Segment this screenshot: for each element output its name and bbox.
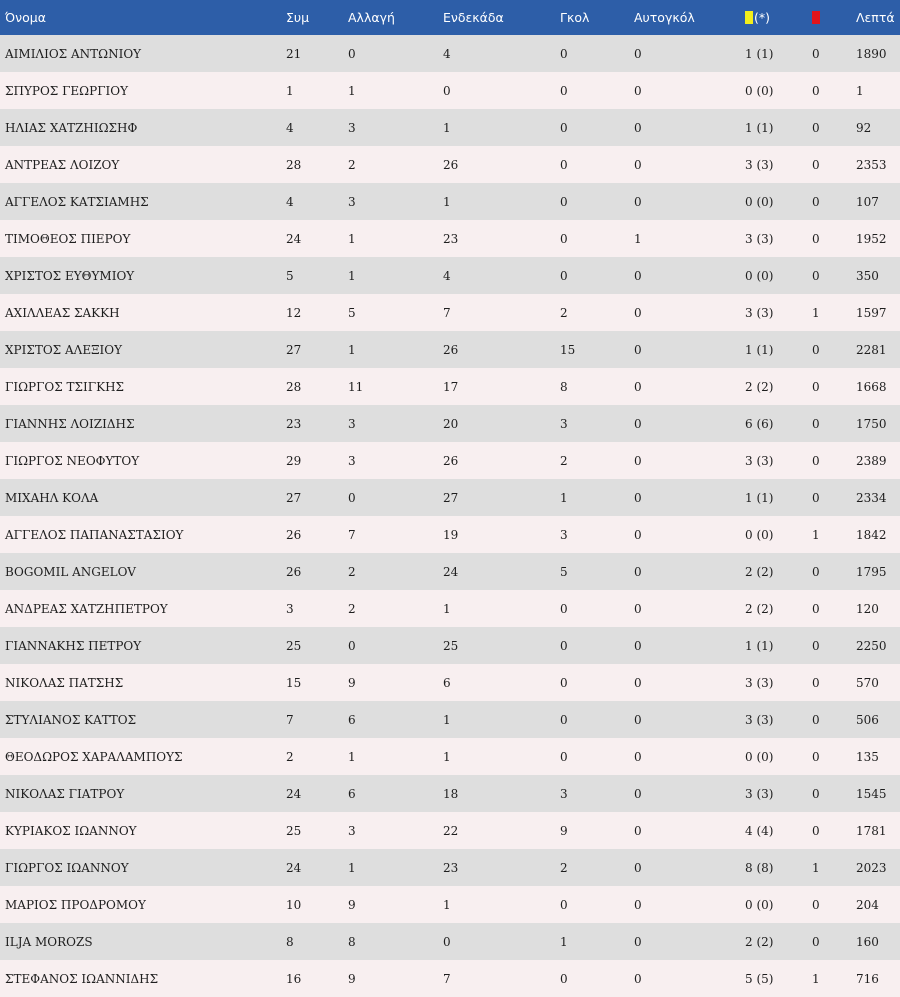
player-name-cell[interactable]: ΣΠΥΡΟΣ ΓΕΩΡΓΙΟΥ xyxy=(5,83,129,98)
minutes-cell: 1668 xyxy=(856,379,887,394)
own-goals-cell: 0 xyxy=(634,379,642,394)
table-row xyxy=(0,886,900,923)
minutes-cell: 120 xyxy=(856,601,879,616)
yellow-cards-cell: 0 (0) xyxy=(745,527,774,542)
red-cards-cell: 0 xyxy=(812,268,820,283)
minutes-cell: 2250 xyxy=(856,638,887,653)
player-name-cell[interactable]: ΧΡΙΣΤΟΣ ΕΥΘΥΜΙΟΥ xyxy=(5,268,135,283)
yellow-cards-cell: 2 (2) xyxy=(745,564,774,579)
red-cards-cell: 0 xyxy=(812,157,820,172)
lineup-cell: 22 xyxy=(443,823,459,838)
minutes-cell: 350 xyxy=(856,268,879,283)
table-row xyxy=(0,627,900,664)
red-card-icon xyxy=(812,11,820,24)
sub-cell: 3 xyxy=(348,453,356,468)
apps-cell: 10 xyxy=(286,897,302,912)
sub-cell: 3 xyxy=(348,416,356,431)
minutes-cell: 1890 xyxy=(856,46,887,61)
lineup-cell: 6 xyxy=(443,675,451,690)
own-goals-cell: 1 xyxy=(634,231,642,246)
table-row xyxy=(0,775,900,812)
minutes-cell: 2389 xyxy=(856,453,887,468)
table-row xyxy=(0,405,900,442)
table-row xyxy=(0,72,900,109)
own-goals-cell: 0 xyxy=(634,527,642,542)
player-name-cell[interactable]: ΑΧΙΛΛΕΑΣ ΣΑΚΚΗ xyxy=(5,305,120,320)
lineup-cell: 1 xyxy=(443,601,451,616)
table-row xyxy=(0,183,900,220)
red-cards-cell: 0 xyxy=(812,749,820,764)
own-goals-cell: 0 xyxy=(634,305,642,320)
apps-cell: 16 xyxy=(286,971,302,986)
apps-cell: 26 xyxy=(286,564,302,579)
sub-cell: 0 xyxy=(348,490,356,505)
player-name-cell[interactable]: ΝΙΚΟΛΑΣ ΠΑΤΣΗΣ xyxy=(5,675,124,690)
apps-cell: 4 xyxy=(286,120,294,135)
yellow-cards-cell: 3 (3) xyxy=(745,712,774,727)
apps-cell: 24 xyxy=(286,860,302,875)
table-row xyxy=(0,442,900,479)
apps-cell: 25 xyxy=(286,638,302,653)
table-row xyxy=(0,553,900,590)
minutes-cell: 2281 xyxy=(856,342,887,357)
red-cards-cell: 0 xyxy=(812,601,820,616)
apps-cell: 7 xyxy=(286,712,294,727)
sub-cell: 1 xyxy=(348,860,356,875)
sub-cell: 3 xyxy=(348,120,356,135)
player-name-cell[interactable]: ΚΥΡΙΑΚΟΣ ΙΩΑΝΝΟΥ xyxy=(5,823,137,838)
own-goals-cell: 0 xyxy=(634,675,642,690)
lineup-cell: 24 xyxy=(443,564,459,579)
player-name-cell[interactable]: ΓΙΑΝΝΗΣ ΛΟΙΖΙΔΗΣ xyxy=(5,416,135,431)
table-row xyxy=(0,738,900,775)
yellow-cards-cell: 0 (0) xyxy=(745,897,774,912)
lineup-cell: 0 xyxy=(443,83,451,98)
header-apps[interactable]: Συμ xyxy=(286,10,310,25)
table-row xyxy=(0,479,900,516)
sub-cell: 1 xyxy=(348,231,356,246)
minutes-cell: 92 xyxy=(856,120,872,135)
table-row xyxy=(0,294,900,331)
apps-cell: 5 xyxy=(286,268,294,283)
red-cards-cell: 0 xyxy=(812,712,820,727)
table-row xyxy=(0,923,900,960)
own-goals-cell: 0 xyxy=(634,46,642,61)
red-cards-cell: 0 xyxy=(812,342,820,357)
red-cards-cell: 0 xyxy=(812,675,820,690)
goals-cell: 15 xyxy=(560,342,576,357)
goals-cell: 0 xyxy=(560,749,568,764)
player-name-cell[interactable]: ΝΙΚΟΛΑΣ ΓΙΑΤΡΟΥ xyxy=(5,786,125,801)
yellow-cards-cell: 0 (0) xyxy=(745,749,774,764)
yellow-card-icon xyxy=(745,11,753,24)
table-row xyxy=(0,220,900,257)
red-cards-cell: 0 xyxy=(812,46,820,61)
header-lineup[interactable]: Ενδεκάδα xyxy=(443,10,504,25)
goals-cell: 0 xyxy=(560,120,568,135)
player-name-cell[interactable]: ΧΡΙΣΤΟΣ ΑΛΕΞΙΟΥ xyxy=(5,342,123,357)
goals-cell: 0 xyxy=(560,83,568,98)
header-sub[interactable]: Αλλαγή xyxy=(348,10,395,25)
yellow-cards-cell: 8 (8) xyxy=(745,860,774,875)
own-goals-cell: 0 xyxy=(634,971,642,986)
own-goals-cell: 0 xyxy=(634,83,642,98)
apps-cell: 15 xyxy=(286,675,302,690)
lineup-cell: 7 xyxy=(443,305,451,320)
lineup-cell: 0 xyxy=(443,934,451,949)
red-cards-cell: 0 xyxy=(812,379,820,394)
apps-cell: 21 xyxy=(286,46,302,61)
minutes-cell: 1781 xyxy=(856,823,887,838)
red-cards-cell: 0 xyxy=(812,416,820,431)
lineup-cell: 27 xyxy=(443,490,459,505)
apps-cell: 4 xyxy=(286,194,294,209)
lineup-cell: 1 xyxy=(443,897,451,912)
player-name-cell[interactable]: ΓΙΩΡΓΟΣ ΙΩΑΝΝΟΥ xyxy=(5,860,129,875)
table-row xyxy=(0,701,900,738)
own-goals-cell: 0 xyxy=(634,157,642,172)
sub-cell: 1 xyxy=(348,749,356,764)
table-row xyxy=(0,590,900,627)
apps-cell: 27 xyxy=(286,490,302,505)
lineup-cell: 25 xyxy=(443,638,459,653)
lineup-cell: 26 xyxy=(443,453,459,468)
table-row xyxy=(0,331,900,368)
own-goals-cell: 0 xyxy=(634,823,642,838)
sub-cell: 0 xyxy=(348,638,356,653)
player-name-cell[interactable]: ΑΙΜΙΛΙΟΣ ΑΝΤΩΝΙΟΥ xyxy=(5,46,142,61)
apps-cell: 25 xyxy=(286,823,302,838)
yellow-cards-cell: 3 (3) xyxy=(745,157,774,172)
own-goals-cell: 0 xyxy=(634,268,642,283)
minutes-cell: 2334 xyxy=(856,490,887,505)
sub-cell: 1 xyxy=(348,342,356,357)
yellow-cards-cell: 3 (3) xyxy=(745,453,774,468)
header-red-cards[interactable] xyxy=(807,0,851,35)
yellow-cards-cell: 1 (1) xyxy=(745,342,774,357)
table-header xyxy=(0,0,900,35)
goals-cell: 0 xyxy=(560,268,568,283)
red-cards-cell: 1 xyxy=(812,971,820,986)
yellow-cards-cell: 4 (4) xyxy=(745,823,774,838)
red-cards-cell: 0 xyxy=(812,823,820,838)
own-goals-cell: 0 xyxy=(634,749,642,764)
minutes-cell: 135 xyxy=(856,749,879,764)
player-name-cell[interactable]: ΑΓΓΕΛΟΣ ΚΑΤΣΙΑΜΗΣ xyxy=(5,194,149,209)
header-row xyxy=(0,0,900,35)
yellow-cards-cell: 2 (2) xyxy=(745,379,774,394)
apps-cell: 23 xyxy=(286,416,302,431)
minutes-cell: 1545 xyxy=(856,786,887,801)
minutes-cell: 570 xyxy=(856,675,879,690)
red-cards-cell: 1 xyxy=(812,860,820,875)
player-name-cell[interactable]: ΣΤΕΦΑΝΟΣ ΙΩΑΝΝΙΔΗΣ xyxy=(5,971,159,986)
lineup-cell: 4 xyxy=(443,268,451,283)
minutes-cell: 1795 xyxy=(856,564,887,579)
goals-cell: 0 xyxy=(560,638,568,653)
minutes-cell: 1750 xyxy=(856,416,887,431)
red-cards-cell: 0 xyxy=(812,897,820,912)
minutes-cell: 2023 xyxy=(856,860,887,875)
minutes-cell: 160 xyxy=(856,934,879,949)
goals-cell: 1 xyxy=(560,490,568,505)
table-row xyxy=(0,257,900,294)
table-row xyxy=(0,960,900,997)
player-name-cell[interactable]: ΘΕΟΔΩΡΟΣ ΧΑΡΑΛΑΜΠΟΥΣ xyxy=(5,749,183,764)
player-name-cell[interactable]: ΜΙΧΑΗΛ ΚΟΛΑ xyxy=(5,490,99,505)
red-cards-cell: 0 xyxy=(812,453,820,468)
own-goals-cell: 0 xyxy=(634,934,642,949)
header-yellow-cards[interactable] xyxy=(740,0,807,35)
goals-cell: 0 xyxy=(560,897,568,912)
sub-cell: 3 xyxy=(348,823,356,838)
lineup-cell: 17 xyxy=(443,379,459,394)
red-cards-cell: 0 xyxy=(812,120,820,135)
red-cards-cell: 0 xyxy=(812,231,820,246)
apps-cell: 28 xyxy=(286,379,302,394)
yellow-cards-cell: 3 (3) xyxy=(745,675,774,690)
minutes-cell: 1597 xyxy=(856,305,887,320)
goals-cell: 3 xyxy=(560,527,568,542)
yellow-cards-cell: 2 (2) xyxy=(745,934,774,949)
red-cards-cell: 0 xyxy=(812,934,820,949)
yellow-cards-cell: 3 (3) xyxy=(745,305,774,320)
table-row xyxy=(0,812,900,849)
sub-cell: 9 xyxy=(348,971,356,986)
minutes-cell: 1842 xyxy=(856,527,887,542)
red-cards-cell: 1 xyxy=(812,305,820,320)
minutes-cell: 506 xyxy=(856,712,879,727)
minutes-cell: 716 xyxy=(856,971,879,986)
yellow-cards-cell: 6 (6) xyxy=(745,416,774,431)
goals-cell: 0 xyxy=(560,231,568,246)
goals-cell: 2 xyxy=(560,860,568,875)
goals-cell: 0 xyxy=(560,971,568,986)
yellow-cards-cell: 5 (5) xyxy=(745,971,774,986)
sub-cell: 2 xyxy=(348,564,356,579)
own-goals-cell: 0 xyxy=(634,786,642,801)
own-goals-cell: 0 xyxy=(634,601,642,616)
goals-cell: 2 xyxy=(560,453,568,468)
lineup-cell: 20 xyxy=(443,416,459,431)
lineup-cell: 1 xyxy=(443,120,451,135)
header-minutes[interactable]: Λεπτά xyxy=(856,10,895,25)
goals-cell: 0 xyxy=(560,46,568,61)
table-body xyxy=(0,35,900,997)
sub-cell: 0 xyxy=(348,46,356,61)
red-cards-cell: 0 xyxy=(812,638,820,653)
table-row xyxy=(0,109,900,146)
yellow-cards-cell: 0 (0) xyxy=(745,83,774,98)
player-name-cell[interactable]: BOGOMIL ANGELOV xyxy=(5,564,136,579)
lineup-cell: 19 xyxy=(443,527,459,542)
header-name[interactable]: Όνομα xyxy=(5,10,46,25)
apps-cell: 24 xyxy=(286,786,302,801)
lineup-cell: 26 xyxy=(443,157,459,172)
lineup-cell: 23 xyxy=(443,231,459,246)
yellow-cards-cell: 3 (3) xyxy=(745,786,774,801)
yellow-cards-cell: 1 (1) xyxy=(745,490,774,505)
player-name-cell[interactable]: ILJA MOROZS xyxy=(5,934,93,949)
red-cards-cell: 0 xyxy=(812,564,820,579)
sub-cell: 11 xyxy=(348,379,364,394)
lineup-cell: 23 xyxy=(443,860,459,875)
lineup-cell: 1 xyxy=(443,194,451,209)
sub-cell: 5 xyxy=(348,305,356,320)
sub-cell: 9 xyxy=(348,675,356,690)
apps-cell: 8 xyxy=(286,934,294,949)
own-goals-cell: 0 xyxy=(634,120,642,135)
own-goals-cell: 0 xyxy=(634,453,642,468)
own-goals-cell: 0 xyxy=(634,194,642,209)
yellow-cards-cell: 0 (0) xyxy=(745,268,774,283)
sub-cell: 8 xyxy=(348,934,356,949)
player-name-cell[interactable]: ΓΙΩΡΓΟΣ ΝΕΟΦΥΤΟΥ xyxy=(5,453,140,468)
apps-cell: 26 xyxy=(286,527,302,542)
yellow-cards-cell: 3 (3) xyxy=(745,231,774,246)
player-name-cell[interactable]: ΣΤΥΛΙΑΝΟΣ ΚΑΤΤΟΣ xyxy=(5,712,137,727)
yellow-cards-cell: 1 (1) xyxy=(745,120,774,135)
yellow-cards-cell: 1 (1) xyxy=(745,638,774,653)
apps-cell: 12 xyxy=(286,305,302,320)
minutes-cell: 1 xyxy=(856,83,864,98)
player-name-cell[interactable]: ΓΙΩΡΓΟΣ ΤΣΙΓΚΗΣ xyxy=(5,379,125,394)
minutes-cell: 1952 xyxy=(856,231,887,246)
goals-cell: 2 xyxy=(560,305,568,320)
player-name-cell[interactable]: ΗΛΙΑΣ ΧΑΤΖΗΙΩΣΗΦ xyxy=(5,120,138,135)
player-name-cell[interactable]: ΑΝΤΡΕΑΣ ΛΟΙΖΟΥ xyxy=(5,157,120,172)
yellow-cards-cell: 0 (0) xyxy=(745,194,774,209)
own-goals-cell: 0 xyxy=(634,342,642,357)
player-name-cell[interactable]: ΑΓΓΕΛΟΣ ΠΑΠΑΝΑΣΤΑΣΙΟΥ xyxy=(5,527,184,542)
apps-cell: 24 xyxy=(286,231,302,246)
own-goals-cell: 0 xyxy=(634,712,642,727)
sub-cell: 6 xyxy=(348,786,356,801)
apps-cell: 3 xyxy=(286,601,294,616)
apps-cell: 29 xyxy=(286,453,302,468)
apps-cell: 27 xyxy=(286,342,302,357)
yellow-cards-cell: 2 (2) xyxy=(745,601,774,616)
goals-cell: 0 xyxy=(560,157,568,172)
lineup-cell: 7 xyxy=(443,971,451,986)
own-goals-cell: 0 xyxy=(634,416,642,431)
table-row xyxy=(0,368,900,405)
apps-cell: 1 xyxy=(286,83,294,98)
lineup-cell: 26 xyxy=(443,342,459,357)
lineup-cell: 1 xyxy=(443,712,451,727)
player-name-cell[interactable]: ΓΙΑΝΝΑΚΗΣ ΠΕΤΡΟΥ xyxy=(5,638,142,653)
red-cards-cell: 0 xyxy=(812,194,820,209)
player-name-cell[interactable]: ΜΑΡΙΟΣ ΠΡΟΔΡΟΜΟΥ xyxy=(5,897,146,912)
red-cards-cell: 0 xyxy=(812,490,820,505)
goals-cell: 1 xyxy=(560,934,568,949)
lineup-cell: 18 xyxy=(443,786,459,801)
player-name-cell[interactable]: ΑΝΔΡΕΑΣ ΧΑΤΖΗΠΕΤΡΟΥ xyxy=(5,601,168,616)
apps-cell: 28 xyxy=(286,157,302,172)
sub-cell: 6 xyxy=(348,712,356,727)
sub-cell: 3 xyxy=(348,194,356,209)
goals-cell: 3 xyxy=(560,416,568,431)
goals-cell: 0 xyxy=(560,194,568,209)
goals-cell: 3 xyxy=(560,786,568,801)
goals-cell: 9 xyxy=(560,823,568,838)
goals-cell: 0 xyxy=(560,601,568,616)
goals-cell: 0 xyxy=(560,712,568,727)
red-cards-cell: 0 xyxy=(812,83,820,98)
sub-cell: 1 xyxy=(348,83,356,98)
own-goals-cell: 0 xyxy=(634,490,642,505)
header-own-goals[interactable]: Αυτογκόλ xyxy=(634,10,695,25)
player-name-cell[interactable]: ΤΙΜΟΘΕΟΣ ΠΙΕΡΟΥ xyxy=(5,231,131,246)
table-row xyxy=(0,35,900,72)
own-goals-cell: 0 xyxy=(634,897,642,912)
red-cards-cell: 1 xyxy=(812,527,820,542)
red-cards-cell: 0 xyxy=(812,786,820,801)
table-row xyxy=(0,516,900,553)
minutes-cell: 2353 xyxy=(856,157,887,172)
apps-cell: 2 xyxy=(286,749,294,764)
sub-cell: 2 xyxy=(348,157,356,172)
goals-cell: 8 xyxy=(560,379,568,394)
table-row xyxy=(0,849,900,886)
sub-cell: 2 xyxy=(348,601,356,616)
sub-cell: 9 xyxy=(348,897,356,912)
own-goals-cell: 0 xyxy=(634,860,642,875)
table-row xyxy=(0,146,900,183)
yellow-cards-cell: 1 (1) xyxy=(745,46,774,61)
goals-cell: 0 xyxy=(560,675,568,690)
sub-cell: 7 xyxy=(348,527,356,542)
table-row xyxy=(0,664,900,701)
minutes-cell: 107 xyxy=(856,194,879,209)
goals-cell: 5 xyxy=(560,564,568,579)
header-goals[interactable]: Γκολ xyxy=(560,10,590,25)
lineup-cell: 4 xyxy=(443,46,451,61)
own-goals-cell: 0 xyxy=(634,638,642,653)
sub-cell: 1 xyxy=(348,268,356,283)
lineup-cell: 1 xyxy=(443,749,451,764)
minutes-cell: 204 xyxy=(856,897,879,912)
yellow-header-suffix: (*) xyxy=(754,10,771,25)
own-goals-cell: 0 xyxy=(634,564,642,579)
